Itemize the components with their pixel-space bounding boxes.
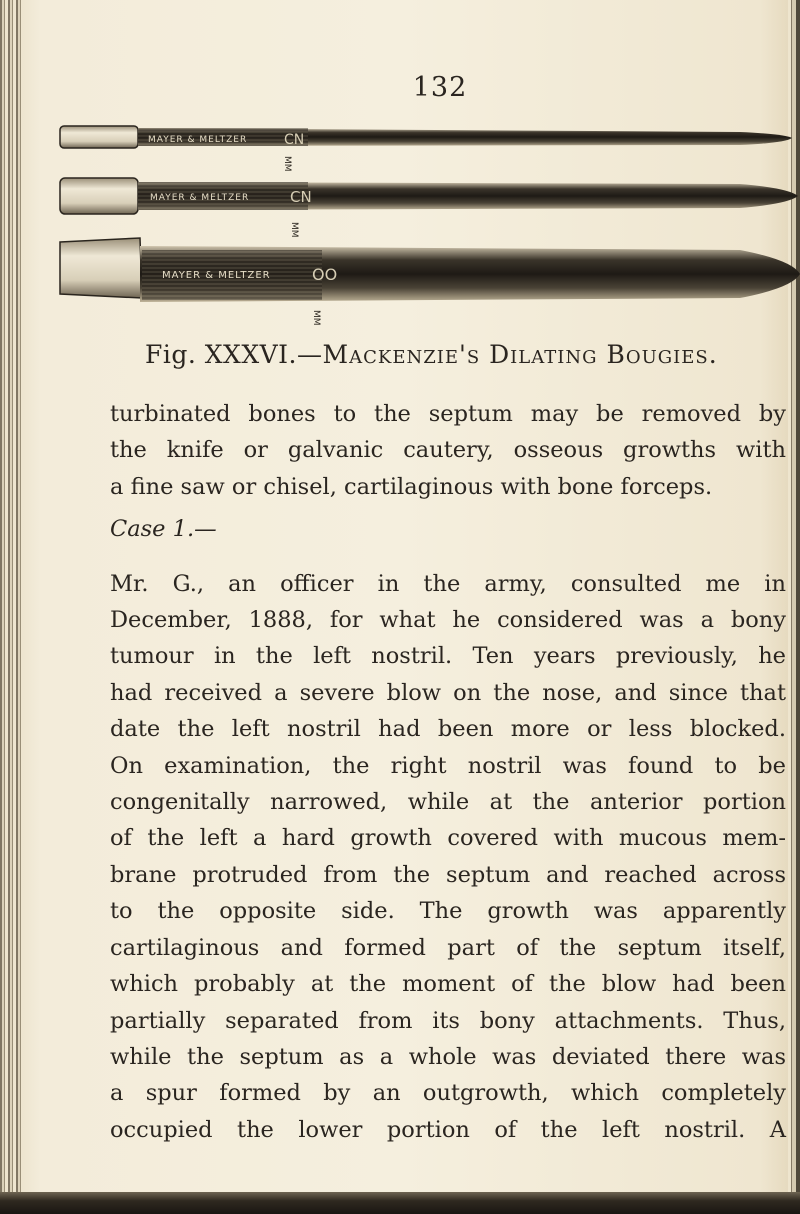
text-line: Mr. G., an officer in the army, consulted me in xyxy=(110,570,786,597)
bougie-3-scale-label: MM xyxy=(311,310,321,326)
bougie-2-scale-label: MM xyxy=(289,222,299,238)
paragraph-2 xyxy=(110,566,786,1149)
text-line: congenitally narrowed, while at the anterior portion xyxy=(110,789,786,816)
text-line: a fine saw or chisel, cartilaginous with bone forceps. xyxy=(110,473,713,500)
page-bottom-edge xyxy=(0,1192,800,1214)
figure-caption-title: Mackenzie's Dilating Bougies. xyxy=(322,340,718,369)
bougie-1-maker-label: MAYER & MELTZER xyxy=(148,135,248,145)
bougie-2 xyxy=(60,178,798,238)
text-line: On examination, the right nostril was found to be xyxy=(110,752,786,779)
text-line: which probably at the moment of the blow had been xyxy=(110,971,786,998)
bougie-3-handle xyxy=(60,238,142,298)
text-line: had received a severe blow on the nose, and since that xyxy=(110,679,786,706)
bougie-3 xyxy=(60,238,800,326)
text-line: to the opposite side. The growth was apparently xyxy=(110,898,786,925)
text-line: while the septum as a whole was deviated there was xyxy=(110,1043,786,1070)
text-line: turbinated bones to the septum may be removed by xyxy=(110,401,786,427)
bougie-3-maker-label: MAYER & MELTZER xyxy=(162,270,271,281)
dilating-bougies-illustration xyxy=(50,118,800,348)
page-binding-left xyxy=(0,0,22,1214)
bougie-3-mark: OO xyxy=(312,265,338,284)
bougie-1-mark: CN xyxy=(284,132,305,148)
body-text xyxy=(110,396,786,1148)
text-line: the knife or galvanic cautery, osseous growths with xyxy=(110,437,786,464)
text-line: occupied the lower portion of the left nostril. A xyxy=(110,1116,786,1143)
text-line: a spur formed by an outgrowth, which completely xyxy=(110,1080,786,1107)
bougie-2-handle xyxy=(60,178,138,214)
text-line: December, 1888, for what he considered was a bony xyxy=(110,607,786,634)
bougie-1-handle xyxy=(60,126,138,148)
page-number: 132 xyxy=(412,72,468,103)
case-heading: Case 1.— xyxy=(110,516,217,543)
figure-caption xyxy=(145,340,785,369)
bougie-1 xyxy=(60,126,792,172)
text-line: date the left nostril had been more or less blocked. xyxy=(110,716,786,743)
text-line: tumour in the left nostril. Ten years previously, he xyxy=(110,643,786,670)
figure-caption-number: Fig. XXXVI.— xyxy=(145,340,323,369)
text-line: of the left a hard growth covered with mucous mem- xyxy=(110,825,786,852)
text-line: cartilaginous and formed part of the septum itself, xyxy=(110,934,786,961)
bougie-2-mark: CN xyxy=(290,188,312,206)
text-line: brane protruded from the septum and reached across xyxy=(110,861,786,888)
text-line: partially separated from its bony attachments. Thus, xyxy=(110,1007,786,1034)
bougie-1-scale-label: MM xyxy=(282,156,292,172)
paragraph-1 xyxy=(110,396,786,505)
bougie-2-maker-label: MAYER & MELTZER xyxy=(150,193,250,203)
